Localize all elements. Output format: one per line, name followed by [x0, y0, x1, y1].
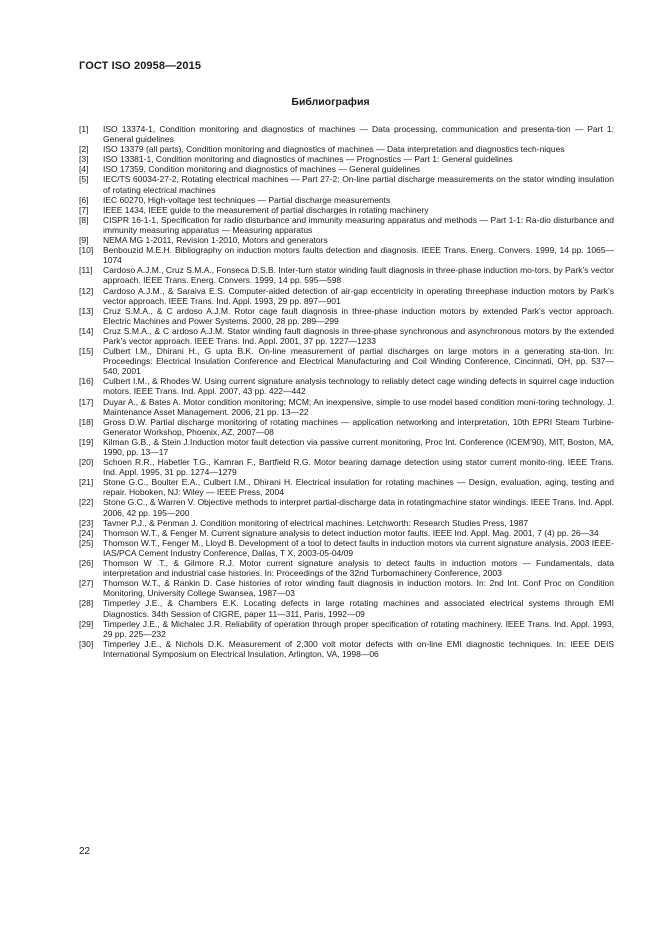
reference-item: [79, 346, 614, 376]
reference-item: [79, 437, 614, 457]
reference-item: [79, 538, 614, 558]
reference-item: [79, 235, 614, 245]
reference-number: [3]: [79, 154, 89, 165]
reference-number: [2]: [79, 144, 89, 155]
reference-text: Schoen R.R., Habetler T.G., Kamran F., Bartfield R.G. Motor bearing damage detection using stator current monito-ring. IEEE Trans. Ind. Appl. 1995, 31 pp. 1274—1279: [103, 457, 614, 478]
reference-item: [79, 639, 614, 659]
reference-item: [79, 376, 614, 396]
reference-item: [79, 245, 614, 265]
reference-item: [79, 497, 614, 517]
reference-number: [30]: [79, 638, 94, 649]
reference-text: Duyar A., & Bates A. Motor condition monitoring; MCM; An inexpensive, simple to use model based condition moni-toring technology. J. Maintenance Asset Management. 2006, 21 pp. 13—22: [103, 396, 614, 417]
reference-number: [8]: [79, 214, 89, 225]
reference-item: [79, 164, 614, 174]
bibliography-title: Библиография: [291, 96, 370, 108]
reference-text: Thomson W.T., Fenger M., Lloyd B. Development of a tool to detect faults in induction motors via current signature analysis, 2003 IEEE-IAS/PCA Cement Industry Conference, Dallas, T X, 2003-05-04/09: [103, 537, 614, 558]
reference-item: [79, 326, 614, 346]
reference-number: [23]: [79, 517, 94, 528]
reference-text: Cruz S.M.A., & C ardoso A.J.M. Stator winding fault diagnosis in three-phase synchronous and asynchronous motors by the extended Park’s vector approach. IEEE Trans. Ind. Appl. 2001, 37 pp. 1227—1233: [103, 325, 614, 346]
reference-item: [79, 265, 614, 285]
reference-text: IEEE 1434, IEEE guide to the measurement of partial discharges in rotating machinery: [103, 204, 429, 215]
reference-item: [79, 578, 614, 598]
reference-number: [19]: [79, 436, 94, 447]
reference-text: IEC 60270, High-voltage test techniques — Partial discharge measurements: [103, 194, 391, 205]
reference-text: Cardoso A.J.M., & Saraiva E.S. Computer-aided detection of air-gap eccentricity in operating threephase induction motors by Park’s vector approach. IEEE Trans. Ind. Appl. 1993, 29 pp. 897—901: [103, 285, 614, 306]
reference-text: Cardoso A.J.M., Cruz S.M.A., Fonseca D.S.B. Inter-turn stator winding fault diagnosis in three-phase induction mo-tors, by Park’s vector approach. IEEE Trans. Energ. Convers. 1999, 14 pp. 595—598: [103, 265, 614, 286]
reference-item: [79, 397, 614, 417]
reference-item: [79, 558, 614, 578]
reference-number: [13]: [79, 305, 94, 316]
reference-item: [79, 417, 614, 437]
reference-number: [22]: [79, 497, 94, 508]
reference-text: ISO 13381-1, Condition monitoring and diagnostics of machines — Prognostics — Part 1: General guidelines: [103, 154, 513, 165]
reference-text: ISO 13374-1, Condition monitoring and diagnostics of machines — Data processing, communication and presenta-tion — Part 1: General guidelines: [103, 124, 614, 145]
reference-text: Timperley J.E., & Nichols D.K. Measurement of 2,300 volt motor defects with on-line EMI diagnostic techniques. In: IEEE DEIS International Symposium on Electrical Insulation, Arlington, VA, 1998—06: [103, 638, 614, 659]
reference-item: [79, 619, 614, 639]
reference-text: CISPR 16-1-1, Specification for radio disturbance and immunity measuring apparatus and methods — Part 1-1: Ra-dio disturbance and immunity measuring apparatus — Measuring apparatus: [103, 214, 614, 235]
reference-number: [9]: [79, 235, 89, 246]
reference-number: [26]: [79, 558, 94, 569]
reference-number: [4]: [79, 164, 89, 175]
reference-text: Timperley J.E., & Michalec J.R. Reliability of operation through proper specification of rotating machinery. IEEE Trans. Ind. Appl. 1993, 29 pp. 225—232: [103, 618, 614, 639]
reference-item: [79, 306, 614, 326]
reference-number: [7]: [79, 204, 89, 215]
reference-text: Stone G.C., Boulter E.A., Culbert I.M., Dhirani H. Electrical insulation for rotating machines — Design, evaluation, aging, testing and repair. Hoboken, NJ: Wiley — IEEE Press, 2004: [103, 477, 614, 498]
reference-text: ISO 17359, Condition monitoring and diagnostics of machines — General guidelines: [103, 164, 421, 175]
reference-text: Thomson W .T., & Gilmore R.J. Motor current signature analysis to detect faults in induction motors — Fundamentals, data interpretation and industrial case histories. In: Proceedings of the 32nd Turbomachinery Conference, 2003: [103, 558, 614, 579]
reference-number: [28]: [79, 598, 94, 609]
reference-number: [18]: [79, 416, 94, 427]
reference-item: [79, 598, 614, 618]
reference-list: [79, 124, 614, 659]
reference-number: [15]: [79, 346, 94, 357]
reference-text: NEMA MG 1-2011, Revision 1-2010, Motors and generators: [103, 235, 328, 246]
reference-item: [79, 195, 614, 205]
reference-number: [11]: [79, 265, 93, 276]
reference-text: Gross D.W. Partial discharge monitoring of rotating machines — application networking and interpretation, 10th EPRI Steam Turbine-Generator Workshop, Phoenix, AZ, 2007—08: [103, 416, 614, 437]
reference-number: [12]: [79, 285, 94, 296]
reference-number: [6]: [79, 194, 89, 205]
reference-item: [79, 205, 614, 215]
reference-item: [79, 174, 614, 194]
reference-number: [20]: [79, 457, 94, 468]
reference-item: [79, 477, 614, 497]
reference-text: Tavner P.J., & Penman J. Condition monitoring of electrical machines. Letchworth: Research Studies Press, 1987: [103, 517, 529, 528]
reference-item: [79, 124, 614, 144]
reference-text: Thomson W.T., & Fenger M. Current signature analysis to detect induction motor faults. IEEE Ind. Appl. Mag. 2001, 7 (4) pp. 26—34: [103, 527, 599, 538]
reference-number: [1]: [79, 124, 89, 134]
reference-item: [79, 528, 614, 538]
reference-text: Timperley J.E., & Chambers E.K. Locating defects in large rotating machines and associated electrical systems through EMI Diagnostics. 34th Session of CIGRE, paper 11—311, Paris, 1992—09: [103, 598, 614, 619]
reference-text: ISO 13379 (all parts), Condition monitoring and diagnostics of machines — Data interpretation and diagnostics tech-niques: [103, 144, 565, 155]
reference-text: Stone G.C., & Warren V. Objective methods to interpret partial-discharge data in rotatingmachine stator windings. IEEE Trans. Ind. Appl. 2006, 42 pp. 195—200: [103, 497, 614, 518]
reference-text: Thomson W.T., & Rankin D. Case histories of rotor winding fault diagnosis in induction motors. In: 2nd Int. Conf Proc on Condition Monitoring, University College Swansea, 1987—03: [103, 578, 614, 599]
reference-number: [25]: [79, 537, 94, 548]
reference-item: [79, 286, 614, 306]
page-number: 22: [79, 846, 91, 857]
reference-number: [17]: [79, 396, 94, 407]
reference-number: [10]: [79, 245, 94, 256]
reference-text: Culbert I.M., & Rhodes W. Using current signature analysis technology to reliably detect cage winding defects in squirrel cage induction motors. IEEE Trans. Ind. Appl. 2007, 43 pp. 422—442: [103, 376, 614, 397]
reference-number: [16]: [79, 376, 94, 387]
reference-text: IEC/TS 60034-27-2, Rotating electrical machines — Part 27-2: On-line partial discharge measurements on the stator winding insulation of rotating electrical machines: [103, 174, 614, 195]
reference-number: [14]: [79, 325, 94, 336]
reference-number: [24]: [79, 527, 94, 538]
reference-number: [5]: [79, 174, 89, 185]
reference-text: Cruz S.M.A., & C ardoso A.J.M. Rotor cage fault diagnosis in three-phase induction motors by extended Park’s vector approach. Electric Machines and Power Systems. 2000, 28 pp. 289—299: [103, 305, 614, 326]
reference-item: [79, 215, 614, 235]
reference-text: Kilman G.B., & Stein J.Induction motor fault detection via passive current monitoring, Proc Int. Conference (ICEM’90), MIT, Boston, MA, 1990, pp. 13—17: [103, 436, 614, 457]
reference-number: [21]: [79, 477, 94, 488]
reference-number: [29]: [79, 618, 94, 629]
reference-item: [79, 144, 614, 154]
reference-item: [79, 154, 614, 164]
reference-text: Culbert I.M., Dhirani H., G upta B.K. On-line measurement of partial discharges on large motors in a generating sta-tion. In: Proceedings: Electrical Insulation Conference and Electrical Manufacturing and Coil Winding Conference, Cincinnati, OH, pp. 537—540, 2001: [103, 346, 614, 377]
standard-header: ГОСТ ISO 20958—2015: [79, 60, 202, 72]
reference-item: [79, 518, 614, 528]
reference-item: [79, 457, 614, 477]
reference-text: Benbouzid M.E.H. Bibliography on induction motors faults detection and diagnosis. IEEE Trans. Energ. Convers. 1999, 14 pp. 1065—1074: [103, 245, 614, 266]
reference-number: [27]: [79, 578, 94, 589]
